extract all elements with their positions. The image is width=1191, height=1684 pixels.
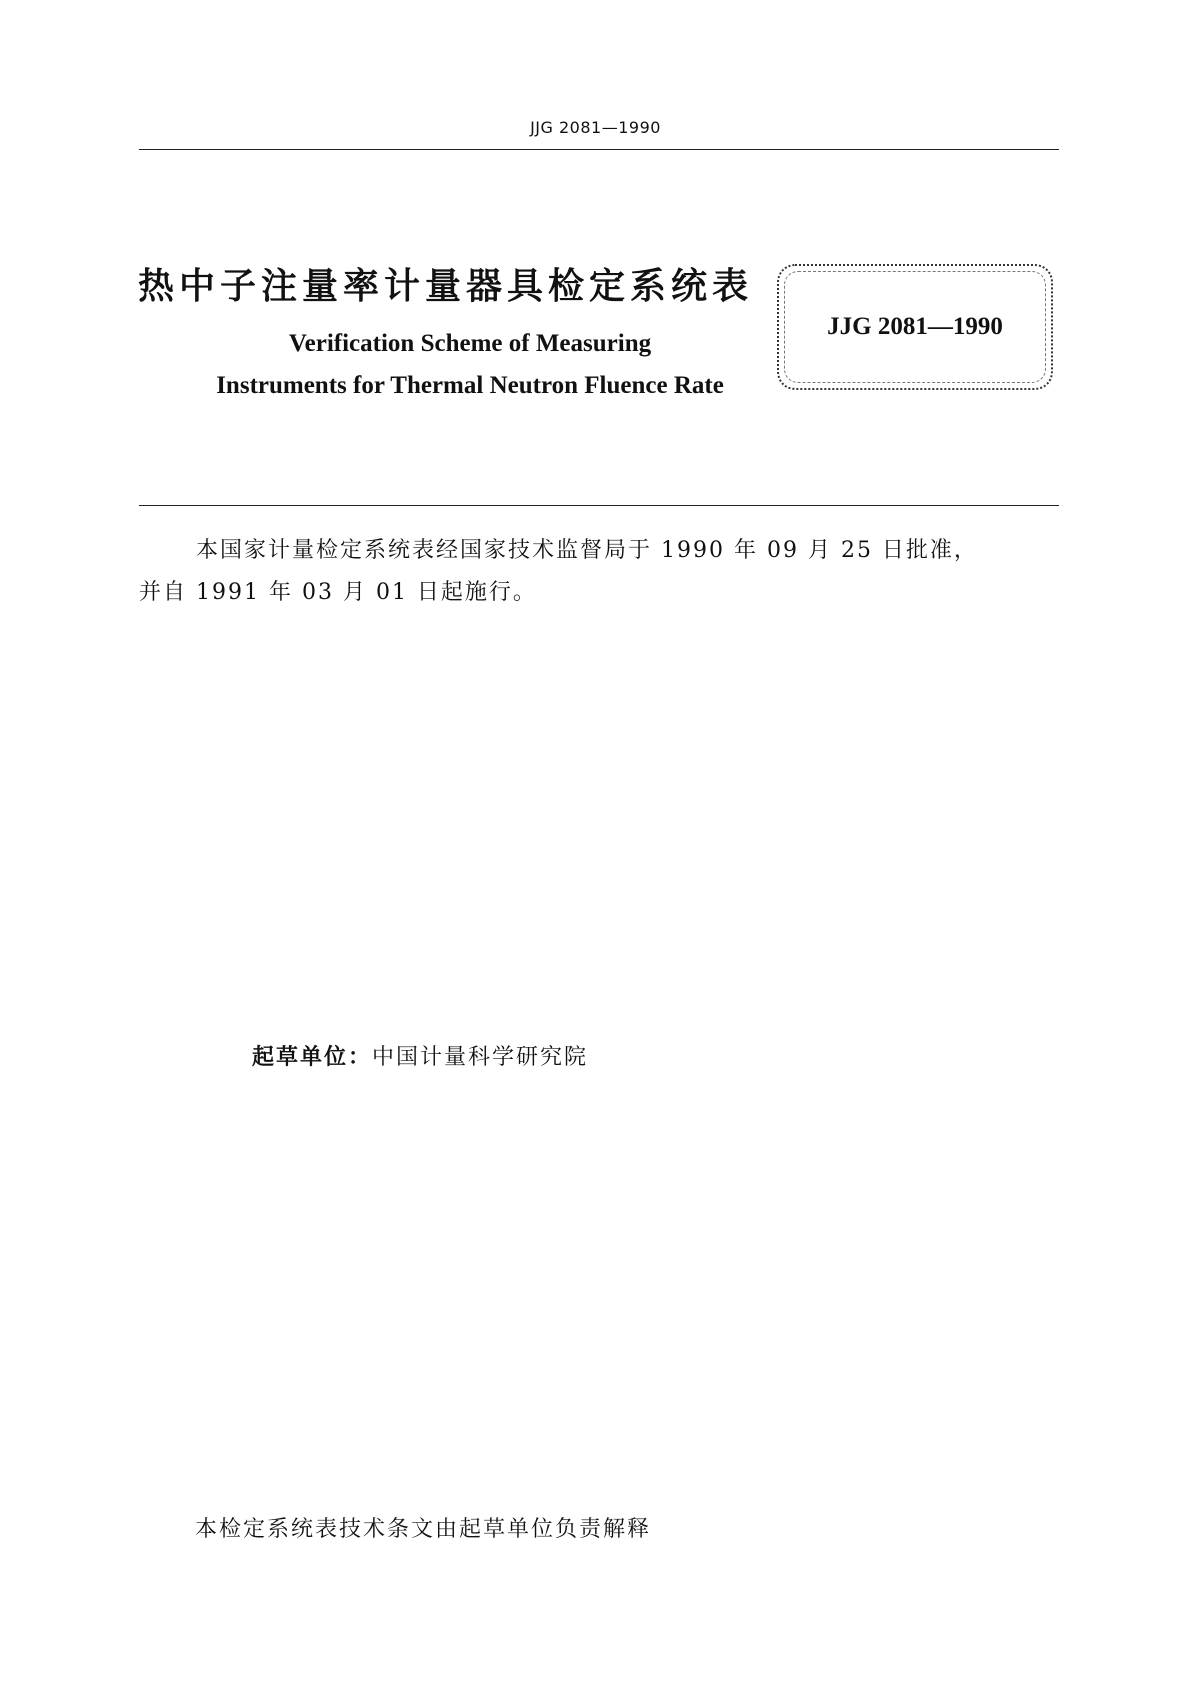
drafting-unit-value: 中国计量科学研究院 [372,1045,589,1070]
interpretation-note: 本检定系统表技术条文由起草单位负责解释 [195,1517,652,1542]
title-rule [139,505,1059,506]
header-rule [139,149,1059,150]
header-standard-code: JJG 2081—1990 [530,118,661,137]
title-chinese: 热中子注量率计量器具检定系统表 [138,266,754,307]
title-english-line1: Verification Scheme of Measuring [288,330,652,357]
approval-line1: 本国家计量检定系统表经国家技术监督局于 1990 年 09 月 25 日批准， [196,538,978,563]
approval-line2: 并自 1991 年 03 月 01 日起施行。 [139,580,537,605]
standard-code-label: JJG 2081—1990 [827,313,1003,340]
drafting-unit [252,1040,588,1071]
title-english-line2: Instruments for Thermal Neutron Fluence Rate [216,372,724,399]
drafting-unit-label: 起草单位： [252,1045,373,1070]
